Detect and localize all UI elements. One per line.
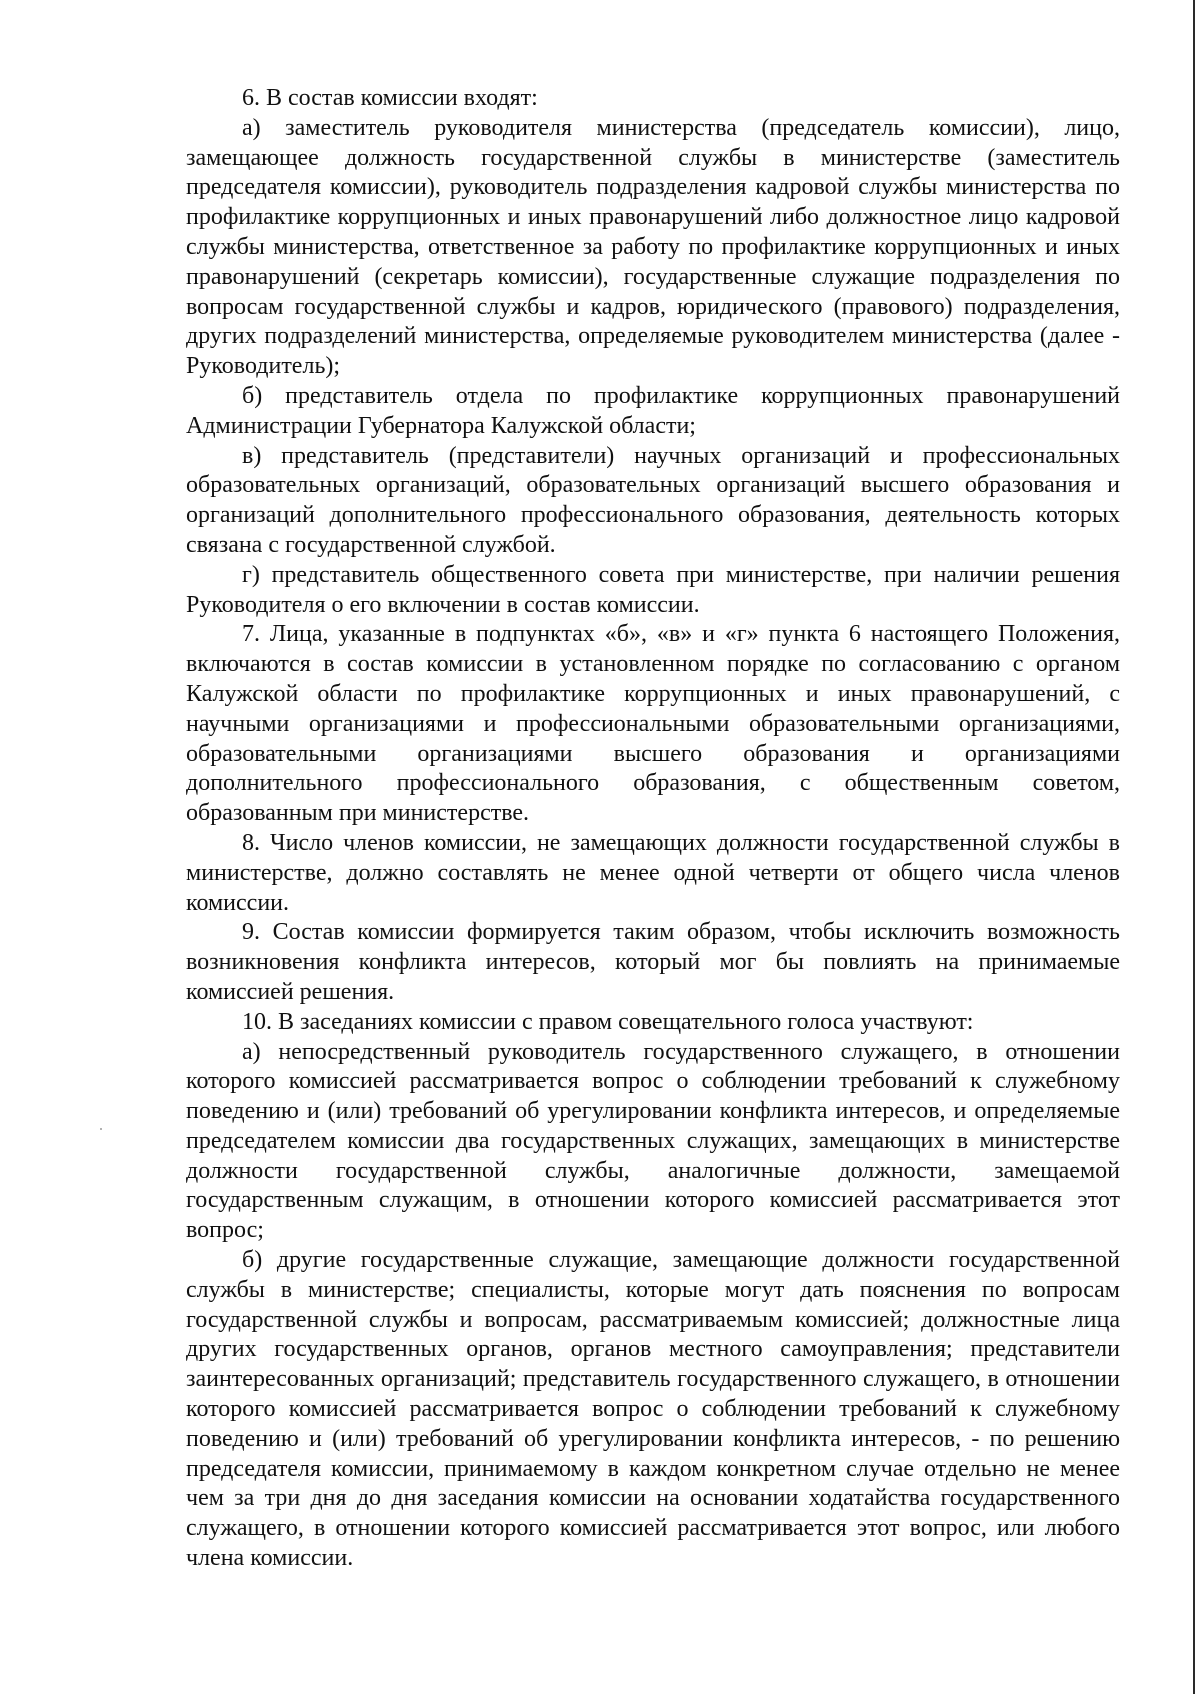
paragraph-7: 7. Лица, указанные в подпунктах «б», «в» и «г» пункта 6 настоящего Положения, включаются в состав комиссии в установленном порядке по согласованию с органом Калужской области по профилактике коррупционных и иных правонарушений, с научными организациями и профессиональными образовательными организациями, образовательными организациями высшего образования и организациями дополнительного профессионального образования, с общественным советом, образованным при министерстве. — [186, 621, 1120, 827]
paragraph-8: 8. Число членов комиссии, не замещающих должности государственной службы в министерстве, должно составлять не менее одной четверти от общего числа членов комиссии. — [186, 829, 1120, 916]
paragraph-10a: а) непосредственный руководитель государственного служащего, в отношении которого комиссией рассматривается вопрос о соблюдении требований к служебному поведению и (или) требований об урегулировании конфликта интересов, и определяемые председателем комиссии два государственных служащих, замещающих в министерстве должности государственной службы, аналогичные должности, замещаемой государственным служащим, в отношении которого комиссией рассматривается этот вопрос; — [186, 1038, 1120, 1244]
paragraph-6-heading: 6. В состав комиссии входят: — [242, 85, 538, 111]
paragraph-6a: а) заместитель руководителя министерства (председатель комиссии), лицо, замещающее должность государственной службы в министерстве (заместитель председателя комиссии), руководитель подразделения кадровой службы министерства по профилактике коррупционных и иных правонарушений либо должностное лицо кадровой службы министерства, ответственное за работу по профилактике коррупционных и иных правонарушений (секретарь комиссии), государственные служащие подразделения по вопросам государственной службы и кадров, юридического (правового) подразделения, других подразделений министерства, определяемые руководителем министерства (далее - Руководитель); — [186, 114, 1120, 380]
paragraph-10-heading: 10. В заседаниях комиссии с правом совещательного голоса участвуют: — [242, 1008, 974, 1035]
paragraph-9: 9. Состав комиссии формируется таким образом, чтобы исключить возможность возникновения конфликта интересов, который мог бы повлиять на принимаемые комиссией решения. — [186, 919, 1120, 1005]
scan-speck — [100, 1128, 102, 1130]
scan-edge-line — [1193, 0, 1195, 1694]
paragraph-6g: г) представитель общественного совета при министерстве, при наличии решения Руководителя о его включении в состав комиссии. — [186, 561, 1120, 618]
paragraph-10b: б) другие государственные служащие, замещающие должности государственной службы в министерстве; специалисты, которые могут дать пояснения по вопросам государственной службы и вопросам, рассматриваемым комиссией; должностные лица других государственных органов, органов местного самоуправления; представители заинтересованных организаций; представитель государственного служащего, в отношении которого комиссией рассматривается вопрос о соблюдении требований к служебному поведению и (или) требований об урегулировании конфликта интересов, - по решению председателя комиссии, принимаемому в каждом конкретном случае отдельно не менее чем за три дня до дня заседания комиссии на основании ходатайства государственного служащего, в отношении которого комиссией рассматривается этот вопрос, или любого члена комиссии. — [186, 1247, 1120, 1572]
paragraph-6v: в) представитель (представители) научных организаций и профессиональных образовательных организаций, образовательных организаций высшего образования и организаций дополнительного профессионального образования, деятельность которых связана с государственной службой. — [186, 442, 1120, 558]
document-body — [186, 84, 1120, 1574]
paragraph-6b: б) представитель отдела по профилактике коррупционных правонарушений Администрации Губернатора Калужской области; — [186, 382, 1120, 439]
